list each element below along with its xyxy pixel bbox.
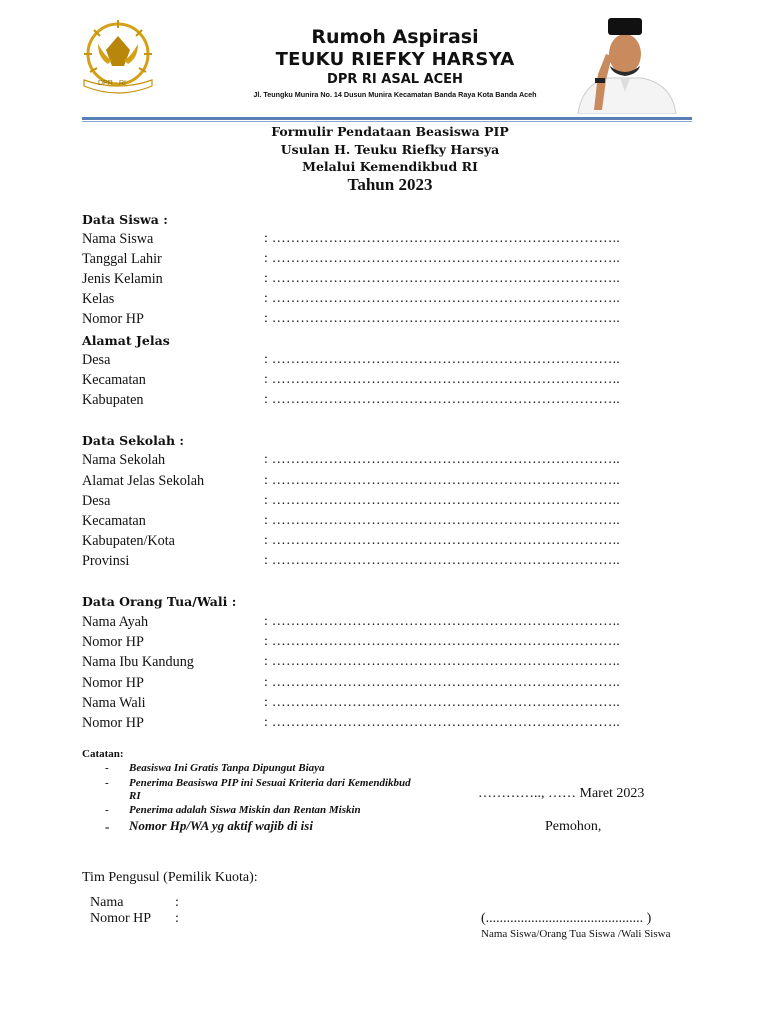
field-kecamatan-sekolah[interactable]: : ……………………………………………………………….. (264, 513, 620, 528)
label-kabupaten-kota: Kabupaten/Kota (82, 533, 175, 549)
header-rule (82, 117, 692, 120)
section-data-orang-tua: Data Orang Tua/Wali : (82, 594, 237, 609)
dpr-ri-emblem (76, 14, 160, 100)
field-nomor-hp-ayah[interactable]: : ……………………………………………………………….. (264, 634, 620, 649)
label-jenis-kelamin: Jenis Kelamin (82, 271, 163, 287)
tim-hp-label: Nomor HP (90, 911, 152, 926)
field-jenis-kelamin[interactable]: : ……………………………………………………………….. (264, 271, 620, 286)
field-nama-wali[interactable]: : ……………………………………………………………….. (264, 695, 620, 710)
header-address: Jl. Teungku Munira No. 14 Dusun Munira Kecamatan Banda Raya Kota Banda Aceh (253, 90, 537, 99)
label-nomor-hp-wali: Nomor HP (82, 715, 144, 731)
field-provinsi[interactable]: : ……………………………………………………………….. (264, 553, 620, 568)
label-nomor-hp-ayah: Nomor HP (82, 634, 144, 650)
note-text: Penerima Beasiswa PIP ini Sesuai Kriteria dari Kemendikbud RI (129, 777, 411, 802)
pemohon-label: Pemohon, (545, 819, 602, 834)
tim-pengusul-heading: Tim Pengusul (Pemilik Kuota): (82, 870, 258, 885)
form-title-1: Formulir Pendataan Beasiswa PIP (271, 124, 509, 139)
field-desa-sekolah[interactable]: : ……………………………………………………………….. (264, 493, 620, 508)
label-alamat-sekolah: Alamat Jelas Sekolah (82, 473, 205, 489)
label-kelas: Kelas (82, 291, 115, 307)
tim-nama-label: Nama (90, 895, 124, 910)
header-line-2: TEUKU RIEFKY HARSYA (275, 49, 515, 70)
field-kabupaten-siswa[interactable]: : ……………………………………………………………….. (264, 392, 620, 407)
label-nomor-hp-ibu: Nomor HP (82, 675, 144, 691)
label-kecamatan-sekolah: Kecamatan (82, 513, 146, 529)
note-dash: - (105, 762, 109, 774)
label-desa-siswa: Desa (82, 352, 111, 368)
logo-caption: DPR - RI (98, 80, 126, 87)
field-kabupaten-kota[interactable]: : ……………………………………………………………….. (264, 533, 620, 548)
field-nama-siswa[interactable]: : ……………………………………………………………….. (264, 231, 620, 246)
tim-hp-colon[interactable]: : (175, 911, 179, 926)
note-text: Beasiswa Ini Gratis Tanpa Dipungut Biaya (129, 762, 325, 774)
label-nama-sekolah: Nama Sekolah (82, 452, 166, 468)
field-alamat-sekolah[interactable]: : ……………………………………………………………….. (264, 473, 620, 488)
field-kelas[interactable]: : ……………………………………………………………….. (264, 291, 620, 306)
note-dash: - (105, 819, 110, 834)
signature-date: ………….., …… Maret 2023 (478, 786, 645, 801)
field-nama-ayah[interactable]: : ……………………………………………………………….. (264, 614, 620, 629)
form-year: Tahun 2023 (347, 175, 433, 194)
label-nama-wali: Nama Wali (82, 695, 146, 711)
field-kecamatan-siswa[interactable]: : ……………………………………………………………….. (264, 372, 620, 387)
label-nama-ibu: Nama Ibu Kandung (82, 654, 194, 670)
label-tanggal-lahir: Tanggal Lahir (82, 251, 162, 267)
note-item (105, 819, 419, 835)
note-item (105, 804, 419, 817)
label-desa-sekolah: Desa (82, 493, 111, 509)
notes-heading: Catatan: (82, 748, 124, 760)
signature-caption: Nama Siswa/Orang Tua Siswa /Wali Siswa (481, 928, 671, 940)
field-nama-ibu[interactable]: : ……………………………………………………………….. (264, 654, 620, 669)
section-data-sekolah: Data Sekolah : (82, 433, 185, 448)
field-tanggal-lahir[interactable]: : ……………………………………………………………….. (264, 251, 620, 266)
note-dash: - (105, 804, 109, 816)
label-kabupaten-siswa: Kabupaten (82, 392, 144, 408)
note-item (105, 777, 419, 803)
note-dash: - (105, 777, 109, 789)
header-line-3: DPR RI ASAL ACEH (327, 72, 463, 87)
field-nomor-hp-wali[interactable]: : ……………………………………………………………….. (264, 715, 620, 730)
section-alamat-jelas: Alamat Jelas (82, 333, 170, 348)
note-text: Penerima adalah Siswa Miskin dan Rentan Miskin (129, 804, 361, 816)
field-nomor-hp-siswa[interactable]: : ……………………………………………………………….. (264, 311, 620, 326)
label-nomor-hp-siswa: Nomor HP (82, 311, 144, 327)
form-title-2: Usulan H. Teuku Riefky Harsya (280, 142, 500, 157)
field-desa-siswa[interactable]: : ……………………………………………………………….. (264, 352, 620, 367)
header-rule-thin (82, 121, 692, 122)
label-provinsi: Provinsi (82, 553, 130, 569)
signature-blank[interactable]: (............................................. ) (481, 911, 652, 926)
header-line-1: Rumoh Aspirasi (311, 26, 479, 48)
label-nama-ayah: Nama Ayah (82, 614, 149, 630)
tim-nama-colon[interactable]: : (175, 895, 179, 910)
label-kecamatan-siswa: Kecamatan (82, 372, 146, 388)
note-item (105, 762, 419, 775)
field-nomor-hp-ibu[interactable]: : ……………………………………………………………….. (264, 675, 620, 690)
note-text: Nomor Hp/WA yg aktif wajib di isi (129, 818, 313, 833)
section-data-siswa: Data Siswa : (82, 212, 168, 227)
portrait-photo (568, 14, 682, 114)
form-title-3: Melalui Kemendikbud RI (302, 159, 478, 174)
label-nama-siswa: Nama Siswa (82, 231, 154, 247)
field-nama-sekolah[interactable]: : ……………………………………………………………….. (264, 452, 620, 467)
